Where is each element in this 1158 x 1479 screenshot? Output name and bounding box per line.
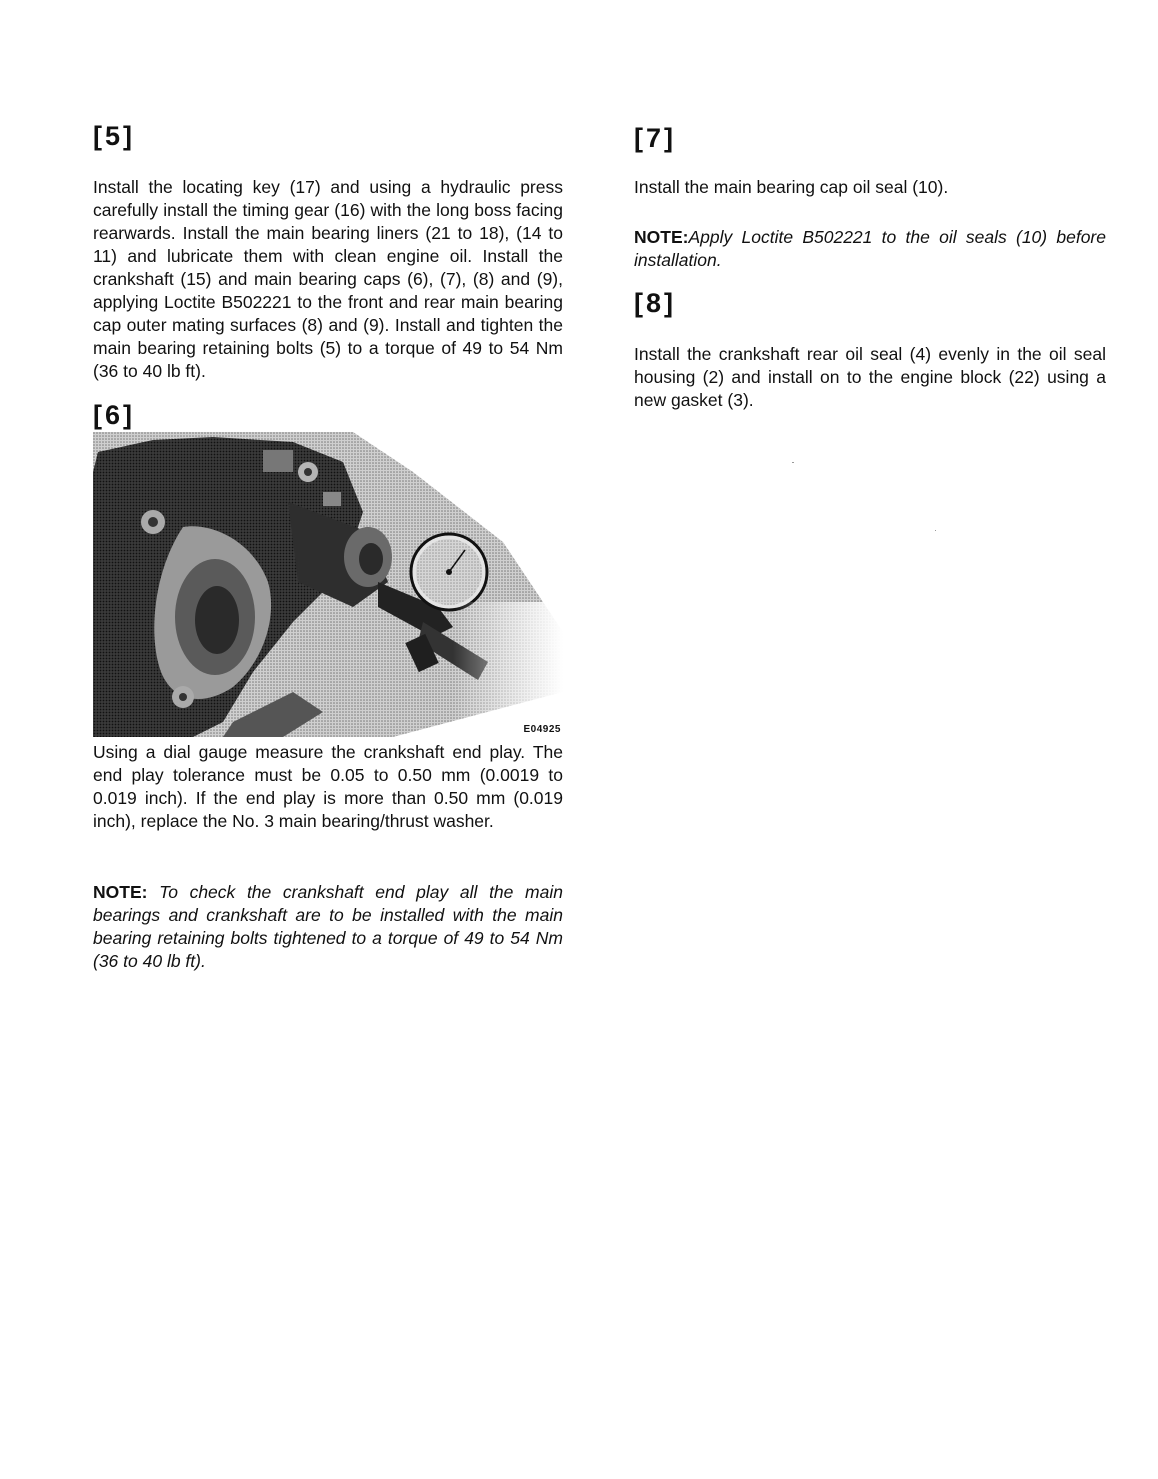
step-8-heading: [8] [634, 288, 676, 318]
step-6-heading: [6] [93, 400, 135, 430]
step-7-text: Install the main bearing cap oil seal (10). [634, 177, 949, 197]
note-label: NOTE: [93, 882, 148, 902]
step-7-note [634, 226, 1106, 272]
step-5-heading: [5] [93, 121, 135, 151]
note-label: NOTE: [634, 227, 689, 247]
step-7-heading: [7] [634, 123, 676, 153]
note-text: To check the crankshaft end play all the main bearings and crankshaft are to be installed with the main bearing retaining bolts tightened to a torque of 49 to 54 Nm (36 to 40 lb ft). [93, 882, 563, 971]
step-8-text: Install the crankshaft rear oil seal (4) evenly in the oil seal housing (2) and install on to the engine block (22) using a new gasket (3). [634, 344, 1106, 410]
dial-gauge-photo [93, 432, 563, 737]
step-5-text: Install the locating key (17) and using a hydraulic press carefully install the timing gear (16) with the long boss facing rearwards. Install the main bearing liners (21 to 18), (14 to 11) and lubricate them with clean engine oil. Install the crankshaft (15) and main bearing caps (6), (7), (8) and (9), applying Loctite B502221 to the front and rear main bearing cap outer mating surfaces (8) and (9). Install and tighten the main bearing retaining bolts (5) to a torque of 49 to 54 Nm (36 to 40 lb ft). [93, 177, 563, 381]
step-6-text: Using a dial gauge measure the crankshaft end play. The end play tolerance must be 0.05 to 0.50 mm (0.0019 to 0.019 inch). If the end play is more than 0.50 mm (0.019 inch), replace the No. 3 main bearing/thrust washer. [93, 742, 563, 831]
scan-speck [935, 530, 936, 531]
scan-speck [792, 462, 794, 463]
note-text: Apply Loctite B502221 to the oil seals (10) before installation. [634, 227, 1106, 270]
figure-code: E04925 [523, 724, 561, 735]
step-6-note [93, 881, 563, 973]
engine-dial-gauge-illustration [93, 432, 563, 737]
